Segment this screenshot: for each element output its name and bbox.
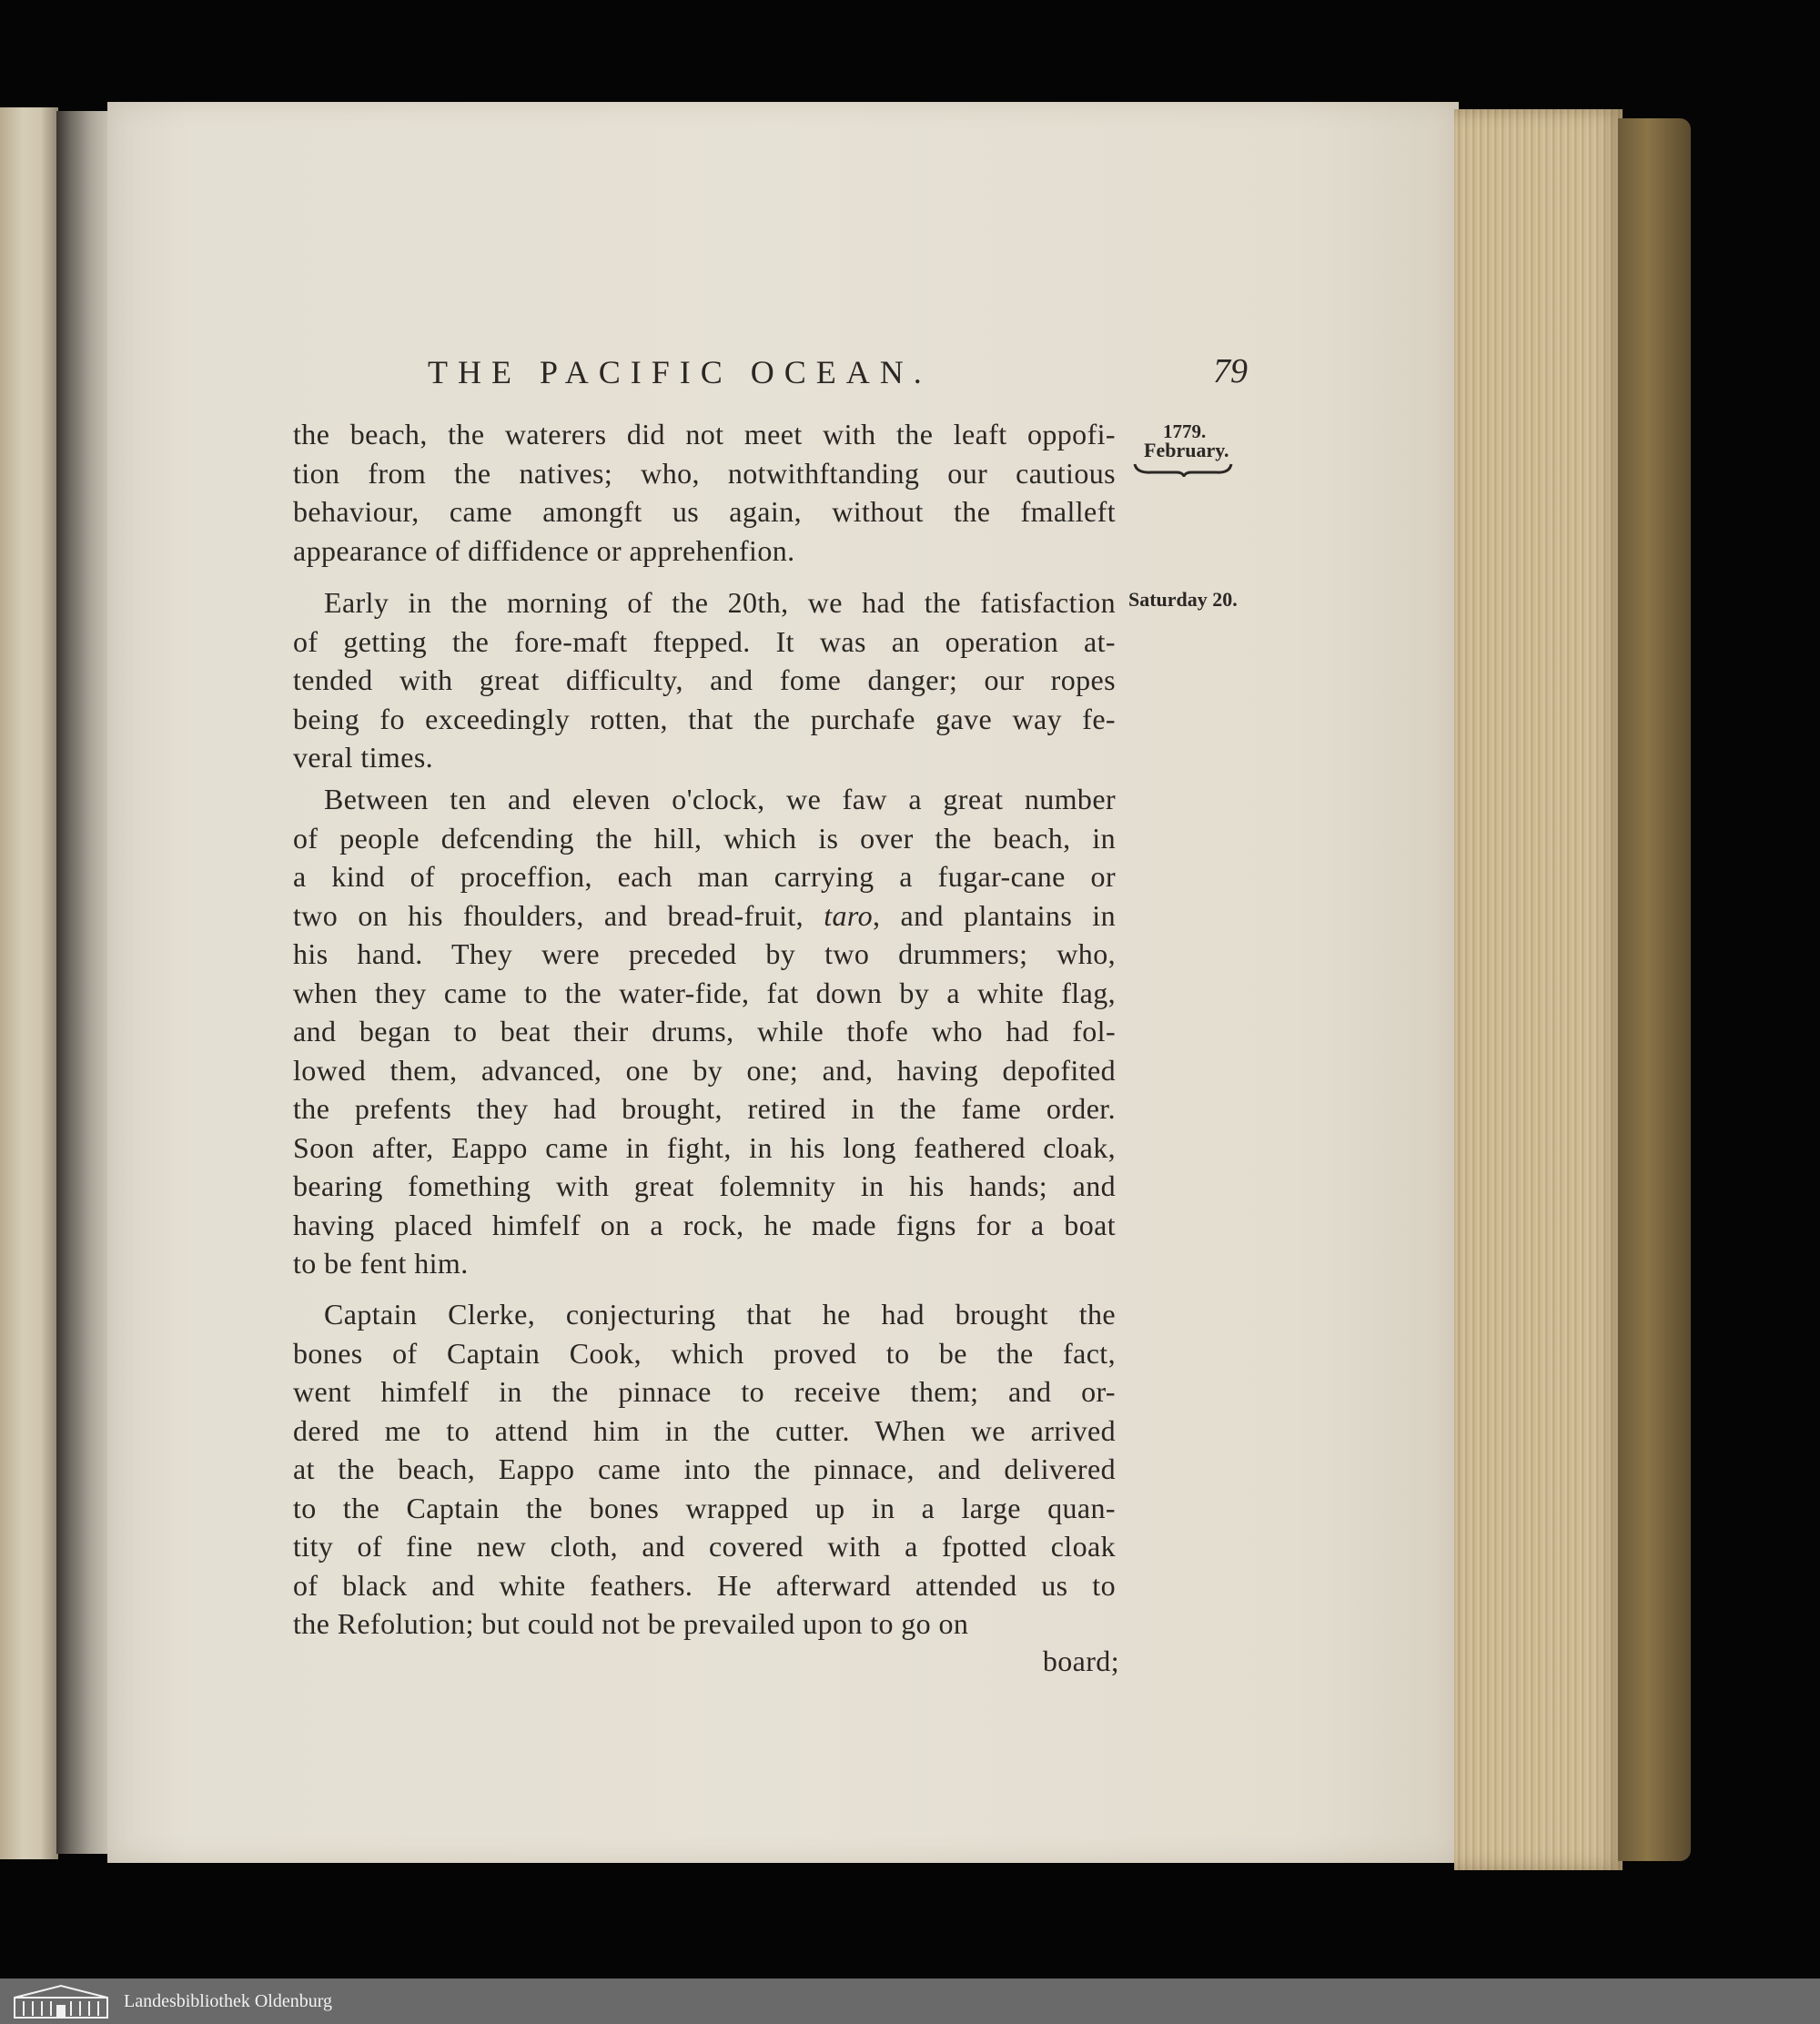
text-line: veral times. [293,741,434,774]
text-line: to be fent him. [293,1247,469,1280]
text-line: behaviour, came amongft us again, without the fmalleft [293,495,1116,528]
text-line: the Refolution; but could not be prevailed upon to go on [293,1607,969,1640]
book-cover-edge [1618,118,1691,1861]
text-line: the prefents they had brought, retired in the fame order. [293,1092,1116,1125]
margin-note-year: 1779. [1163,420,1207,442]
text-line: dered me to attend him in the cutter. When we arrived [293,1413,1116,1447]
text-line: tion from the natives; who, notwithftanding our cautious [293,456,1116,490]
text-line: bones of Captain Cook, which proved to be the fact, [293,1336,1116,1370]
margin-note-day: Saturday 20. [1128,588,1238,611]
text-line: lowed them, advanced, one by one; and, having depofited [293,1053,1116,1087]
library-building-icon [11,1983,111,2019]
text-line: having placed himfelf on a rock, he made figns for a boat [293,1208,1116,1241]
text-line: Between ten and eleven o'clock, we faw a great number [324,783,1116,815]
text-line: being fo exceedingly rotten, that the purchafe gave way fe- [293,702,1116,735]
text-line: two on his fhoulders, and bread-fruit, taro, and plantains in [293,898,1117,932]
text-line: and began to beat their drums, while thofe who had fol- [293,1015,1116,1047]
page-number: 79 [1213,352,1248,390]
text-line: bearing fomething with great folemnity in his hands; and [293,1169,1116,1202]
footer-institution: Landesbibliothek Oldenburg [124,1990,333,2011]
text-line: a kind of proceffion, each man carrying a fugar-cane or [293,860,1116,893]
book-fore-edge [1454,109,1623,1870]
book-gutter [56,111,113,1854]
footer-bar [0,1978,1820,2024]
margin-note-month: February. [1144,439,1229,461]
text-line: Soon after, Eappo came in fight, in his long feathered cloak, [293,1130,1116,1164]
text-line: Early in the morning of the 20th, we had the fatisfaction [324,586,1116,619]
left-facing-page [0,107,58,1859]
catchword: board; [1042,1644,1119,1677]
text-line: the beach, the waterers did not meet with the leaft oppofi- [293,418,1116,450]
text-line: to the Captain the bones wrapped up in a large quan- [293,1491,1116,1524]
text-line: of people defcending the hill, which is over the beach, in [293,821,1116,855]
text-line: when they came to the water-fide, fat down by a white flag, [293,976,1116,1009]
text-line: appearance of diffidence or apprehenfion. [293,533,795,567]
text-line: of getting the fore-maft ftepped. It was an operation at- [293,624,1116,658]
running-head: THE PACIFIC OCEAN. [428,354,932,390]
brace-icon [1133,462,1233,477]
text-line: Captain Clerke, conjecturing that he had brought the [324,1298,1116,1331]
text-line: at the beach, Eappo came into the pinnace, and delivered [293,1452,1116,1485]
text-line: tended with great difficulty, and fome danger; our ropes [293,663,1116,696]
text-line: of black and white feathers. He afterward attended us to [293,1568,1116,1602]
text-line: went himfelf in the pinnace to receive them; and or- [293,1375,1116,1408]
text-line: his hand. They were preceded by two drummers; who, [293,937,1116,970]
text-line: tity of fine new cloth, and covered with a fpotted cloak [293,1530,1116,1563]
